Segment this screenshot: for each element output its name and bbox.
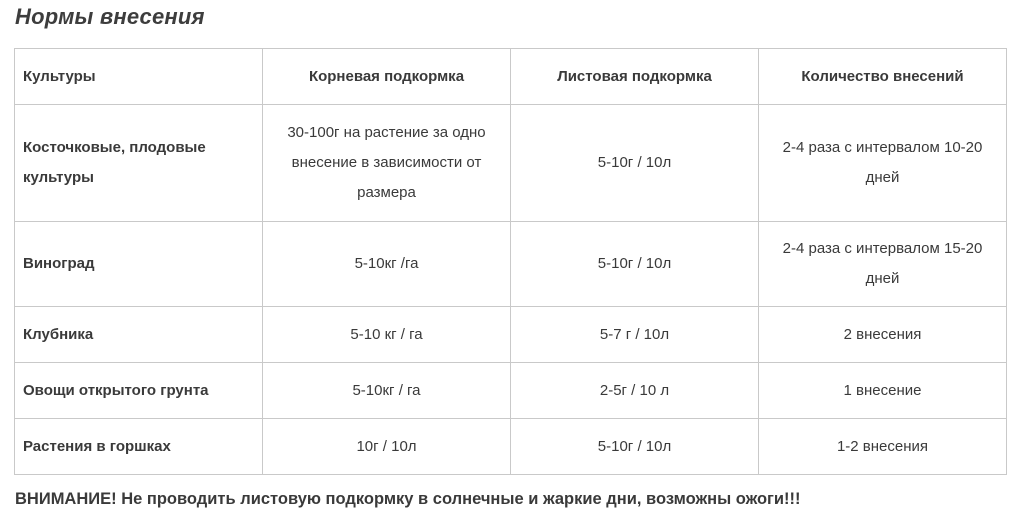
cell-count: 2 внесения [759, 307, 1007, 363]
cell-count: 1-2 внесения [759, 419, 1007, 475]
cell-foliar: 5-10г / 10л [511, 105, 759, 222]
cell-count: 2-4 раза с интервалом 10-20 дней [759, 105, 1007, 222]
cell-root: 5-10кг /га [263, 222, 511, 307]
cell-foliar: 2-5г / 10 л [511, 363, 759, 419]
cell-crop: Овощи открытого грунта [15, 363, 263, 419]
cell-count: 1 внесение [759, 363, 1007, 419]
header-root-feeding: Корневая подкормка [263, 49, 511, 105]
cell-crop: Растения в горшках [15, 419, 263, 475]
table-row [15, 222, 1007, 307]
table-row [15, 419, 1007, 475]
warning-note: ВНИМАНИЕ! Не проводить листовую подкормку в солнечные и жаркие дни, возможны ожоги!!! [15, 490, 801, 508]
cell-root: 10г / 10л [263, 419, 511, 475]
cell-foliar: 5-10г / 10л [511, 222, 759, 307]
cell-root: 5-10 кг / га [263, 307, 511, 363]
cell-crop: Клубника [15, 307, 263, 363]
table-header-row [15, 49, 1007, 105]
cell-foliar: 5-7 г / 10л [511, 307, 759, 363]
cell-crop: Косточковые, плодовые культуры [15, 105, 263, 222]
cell-root: 30-100г на растение за одно внесение в зависимости от размера [263, 105, 511, 222]
header-application-count: Количество внесений [759, 49, 1007, 105]
table-row [15, 105, 1007, 222]
page-title: Нормы внесения [15, 4, 205, 29]
cell-root: 5-10кг / га [263, 363, 511, 419]
cell-foliar: 5-10г / 10л [511, 419, 759, 475]
table-row [15, 363, 1007, 419]
application-rates-table [14, 48, 1007, 475]
header-crops: Культуры [15, 49, 263, 105]
header-foliar-feeding: Листовая подкормка [511, 49, 759, 105]
cell-crop: Виноград [15, 222, 263, 307]
table-row [15, 307, 1007, 363]
cell-count: 2-4 раза с интервалом 15-20 дней [759, 222, 1007, 307]
